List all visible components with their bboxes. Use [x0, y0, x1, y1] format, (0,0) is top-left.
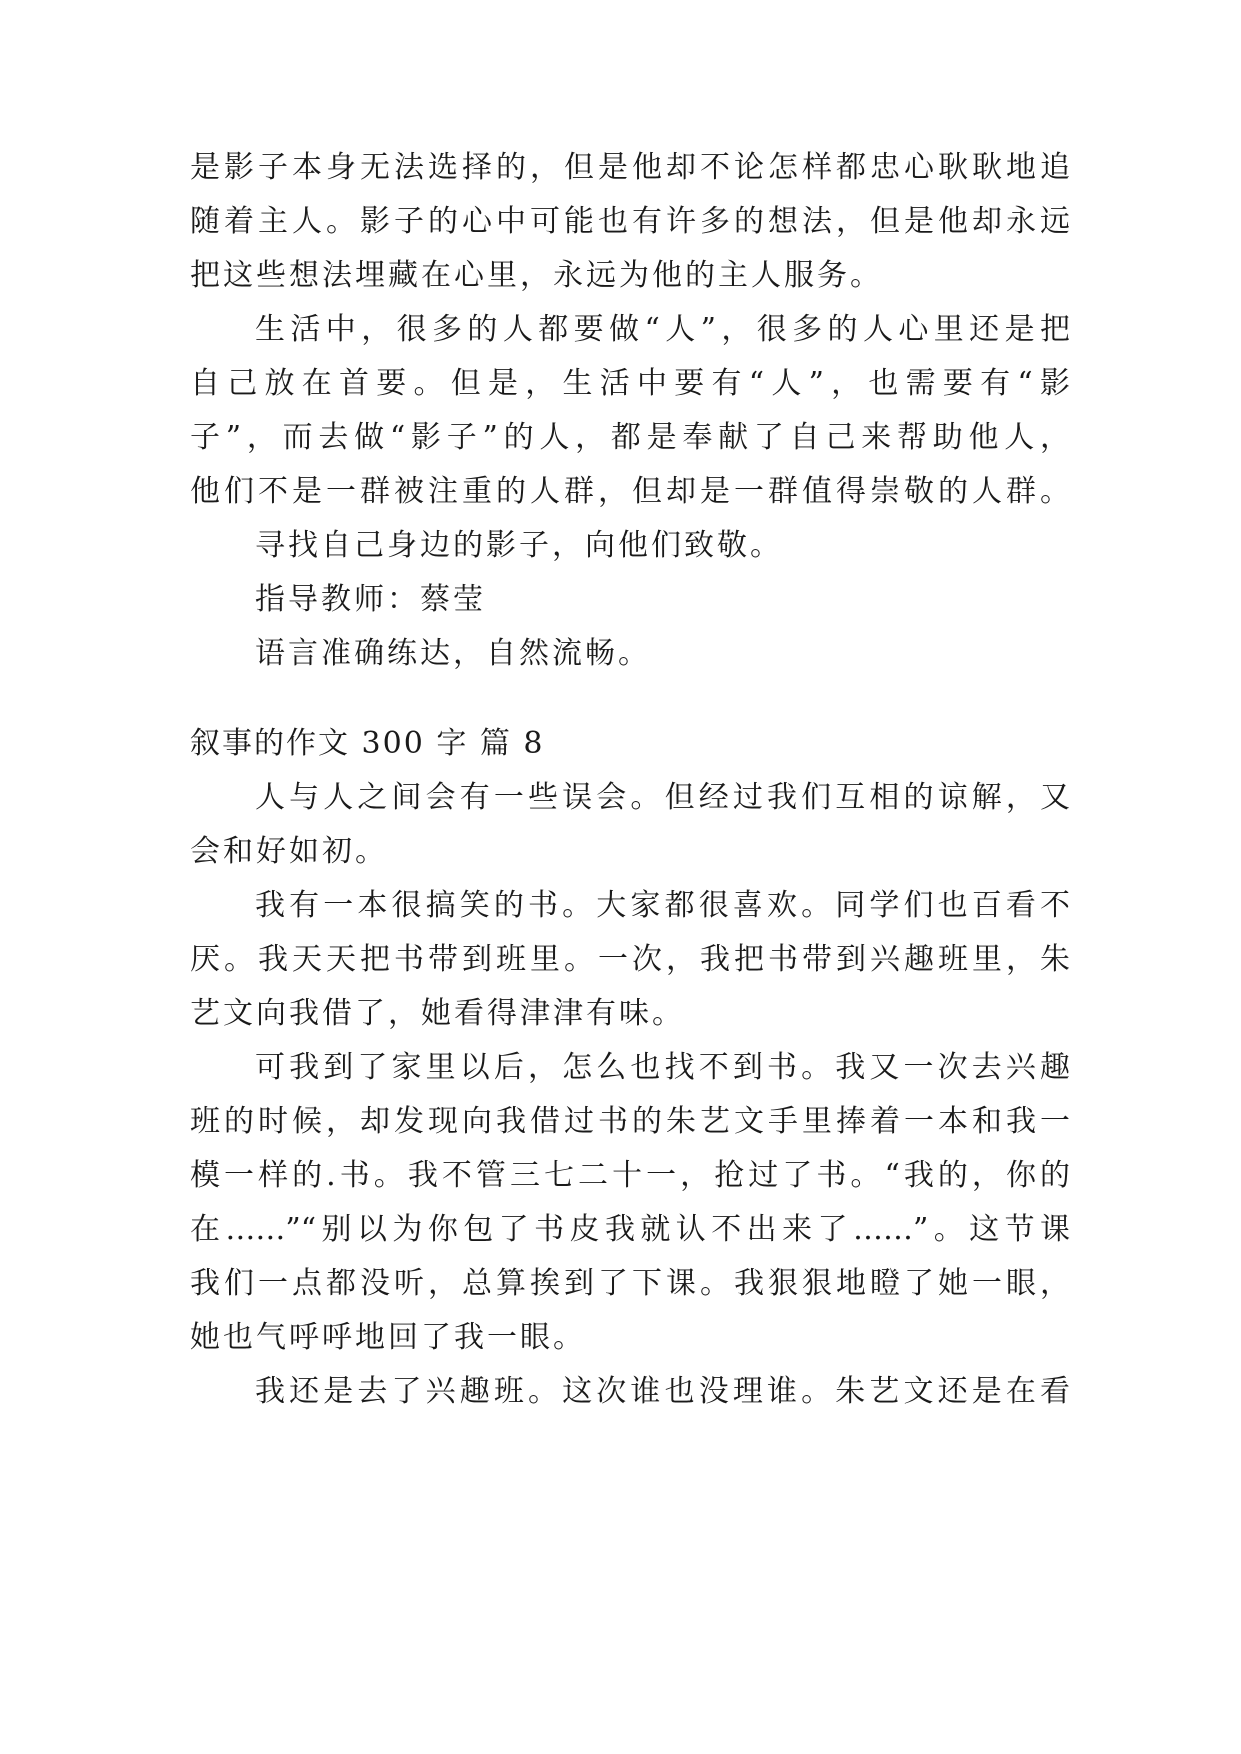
- text-line: 班的时候，却发现向我借过书的朱艺文手里捧着一本和我一: [190, 1104, 1070, 1139]
- text-line: 他们不是一群被注重的人群，但却是一群值得崇敬的人群。: [190, 474, 1070, 509]
- comment-line: 语言准确练达，自然流畅。: [255, 636, 651, 671]
- paragraph-start-line: 人与人之间会有一些误会。但经过我们互相的谅解，又: [255, 780, 1070, 815]
- text-line: 我们一点都没听，总算挨到了下课。我狠狠地瞪了她一眼，: [190, 1266, 1070, 1301]
- paragraph-start-line: 可我到了家里以后，怎么也找不到书。我又一次去兴趣: [255, 1050, 1070, 1085]
- text-line: 把这些想法埋藏在心里，永远为他的主人服务。: [190, 258, 883, 293]
- text-line: 艺文向我借了，她看得津津有味。: [190, 996, 685, 1031]
- text-line: 厌。我天天把书带到班里。一次，我把书带到兴趣班里，朱: [190, 942, 1070, 977]
- text-line: 自己放在首要。但是，生活中要有“人”，也需要有“影: [190, 366, 1070, 401]
- paragraph-start-line: 我还是去了兴趣班。这次谁也没理谁。朱艺文还是在看: [255, 1374, 1070, 1409]
- paragraph-start-line: 寻找自己身边的影子，向他们致敬。: [255, 528, 783, 563]
- text-line: 随着主人。影子的心中可能也有许多的想法，但是他却永远: [190, 204, 1070, 239]
- text-line: 会和好如初。: [190, 834, 388, 869]
- paragraph-start-line: 生活中，很多的人都要做“人”，很多的人心里还是把: [255, 312, 1070, 347]
- text-line: 在……”“别以为你包了书皮我就认不出来了……”。这节课: [190, 1212, 1070, 1247]
- text-line: 子”，而去做“影子”的人，都是奉献了自己来帮助他人，: [190, 420, 1070, 455]
- text-line: 她也气呼呼地回了我一眼。: [190, 1320, 586, 1355]
- text-line: 模一样的.书。我不管三七二十一，抢过了书。“我的，你的: [190, 1158, 1070, 1193]
- section-heading: 叙事的作文 300 字 篇 8: [190, 726, 545, 761]
- text-line: 是影子本身无法选择的，但是他却不论怎样都忠心耿耿地追: [190, 150, 1070, 185]
- paragraph-start-line: 我有一本很搞笑的书。大家都很喜欢。同学们也百看不: [255, 888, 1070, 923]
- teacher-line: 指导教师：蔡莹: [255, 582, 486, 617]
